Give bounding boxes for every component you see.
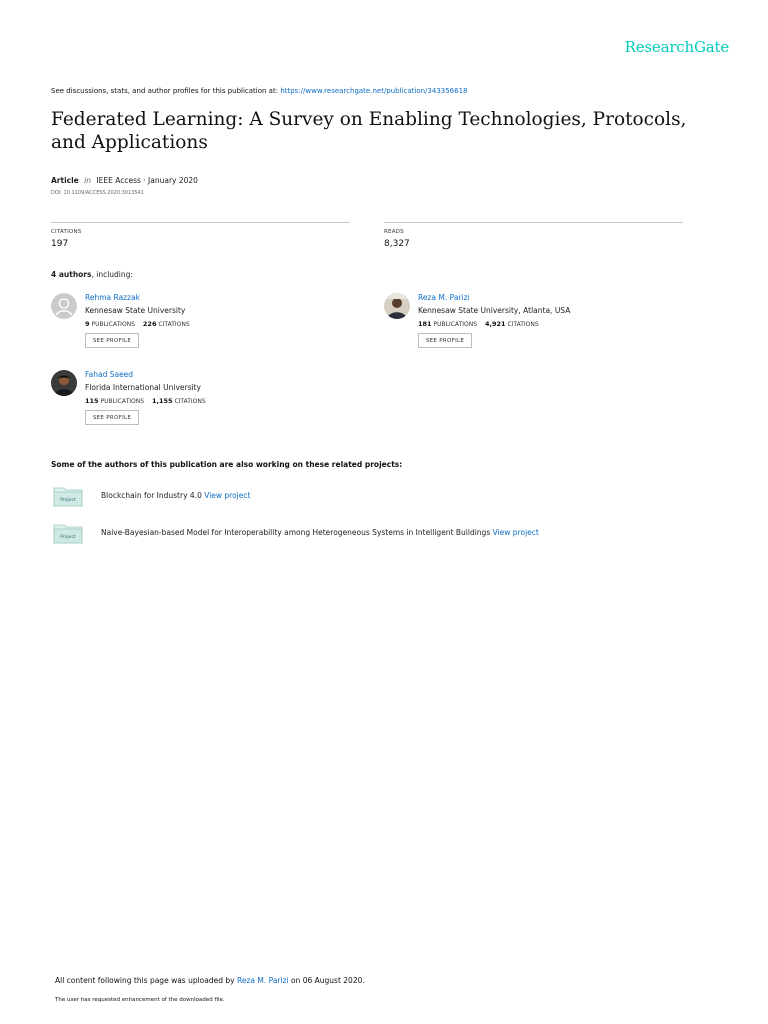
author-name[interactable]: Reza M. Parizi xyxy=(418,293,470,302)
citations-label: CITATIONS xyxy=(174,398,206,405)
researchgate-logo[interactable]: ResearchGate xyxy=(624,38,729,56)
venue-date: IEEE Access · January 2020 xyxy=(96,176,198,185)
citations-count: 4,921 xyxy=(484,320,506,328)
upload-note xyxy=(55,976,365,985)
doi: DOI: 10.1109/ACCESS.2020.3013541 xyxy=(51,190,144,196)
default-avatar-icon xyxy=(51,293,77,319)
see-profile-button[interactable]: SEE PROFILE xyxy=(418,333,472,348)
citations-label: CITATIONS xyxy=(507,321,539,328)
author-institution: Florida International University xyxy=(85,383,201,392)
authors-count: 4 authors xyxy=(51,270,92,279)
discussion-line xyxy=(51,87,468,95)
view-project-link[interactable]: View project xyxy=(204,491,251,500)
uploader-link[interactable]: Reza M. Parizi xyxy=(236,976,289,985)
project-line xyxy=(101,528,539,537)
citations-label: CITATIONS xyxy=(51,229,82,235)
see-profile-button[interactable]: SEE PROFILE xyxy=(85,333,139,348)
publications-count: 115 xyxy=(85,397,99,405)
related-projects-heading: Some of the authors of this publication are also working on these related projects: xyxy=(51,460,403,469)
upload-prefix: All content following this page was uploaded by xyxy=(55,976,235,985)
project-item xyxy=(51,522,651,546)
author-institution: Kennesaw State University, Atlanta, USA xyxy=(418,306,571,315)
author-card xyxy=(51,370,351,440)
author-stats xyxy=(418,320,539,328)
author-stats xyxy=(85,397,206,405)
avatar[interactable] xyxy=(51,293,77,319)
project-title: Naive-Bayesian-based Model for Interoperability among Heterogeneous Systems in Intelligent Buildings xyxy=(101,528,491,537)
upload-suffix: on 06 August 2020. xyxy=(291,976,365,985)
enhancement-note: The user has requested enhancement of the downloaded file. xyxy=(55,997,225,1003)
publications-count: 181 xyxy=(418,320,432,328)
reads-divider xyxy=(384,222,683,223)
citations-label: CITATIONS xyxy=(158,321,190,328)
view-project-link[interactable]: View project xyxy=(492,528,539,537)
author-card xyxy=(51,293,351,363)
citations-count: 1,155 xyxy=(151,397,173,405)
authors-heading xyxy=(51,270,133,279)
author-name[interactable]: Rehma Razzak xyxy=(85,293,140,302)
author-name[interactable]: Fahad Saeed xyxy=(85,370,134,379)
see-profile-button[interactable]: SEE PROFILE xyxy=(85,410,139,425)
author-photo-icon xyxy=(51,370,77,396)
project-folder-icon xyxy=(53,522,83,544)
avatar[interactable] xyxy=(384,293,410,319)
citations-value: 197 xyxy=(51,239,69,249)
page-title: Federated Learning: A Survey on Enabling Technologies, Protocols, and Applications xyxy=(51,109,687,153)
author-card xyxy=(384,293,684,363)
publication-meta xyxy=(51,176,198,185)
publication-type: Article xyxy=(51,176,79,185)
project-line xyxy=(101,491,250,500)
avatar[interactable] xyxy=(51,370,77,396)
in-label: in xyxy=(84,176,91,185)
publication-link[interactable]: https://www.researchgate.net/publication/343356618 xyxy=(280,87,468,95)
project-icon-label: Project xyxy=(60,535,76,540)
project-icon-label: Project xyxy=(60,498,76,503)
author-photo-icon xyxy=(384,293,410,319)
publications-count: 9 xyxy=(85,320,90,328)
publications-label: PUBLICATIONS xyxy=(91,321,135,328)
reads-label: READS xyxy=(384,229,404,235)
discussion-prefix: See discussions, stats, and author profiles for this publication at: xyxy=(51,87,279,95)
citations-divider xyxy=(51,222,350,223)
project-title: Blockchain for Industry 4.0 xyxy=(101,491,202,500)
publications-label: PUBLICATIONS xyxy=(433,321,478,328)
author-institution: Kennesaw State University xyxy=(85,306,186,315)
reads-value: 8,327 xyxy=(384,239,410,249)
publications-label: PUBLICATIONS xyxy=(100,398,145,405)
author-stats xyxy=(85,320,190,328)
project-folder-icon xyxy=(53,485,83,507)
authors-suffix: , including: xyxy=(91,270,133,279)
citations-count: 226 xyxy=(142,320,157,328)
project-item xyxy=(51,485,651,509)
